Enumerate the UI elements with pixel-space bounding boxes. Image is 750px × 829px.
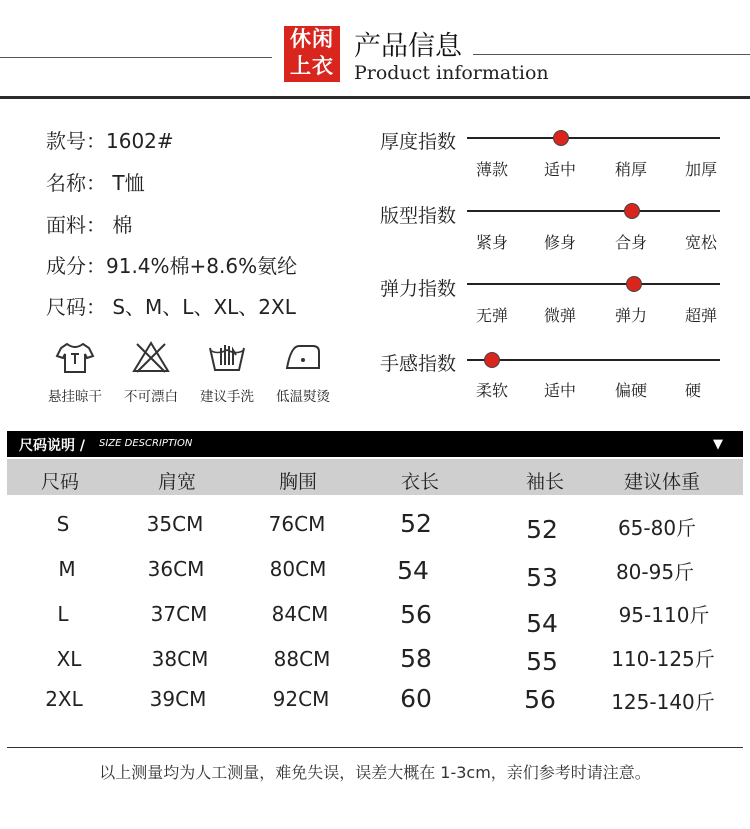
index-option: 宽松 (684, 233, 717, 252)
header-rule-right (473, 54, 750, 55)
index-track-fit (467, 210, 720, 212)
table-cell: 65-80斤 (617, 516, 697, 540)
table-cell: S (56, 512, 70, 536)
index-marker-handfeel (484, 352, 500, 368)
table-cell: XL (56, 647, 82, 671)
index-option: 微弹 (543, 306, 576, 325)
index-track-handfeel (467, 359, 720, 361)
index-marker-fit (624, 203, 640, 219)
measurement-note: 以上测量均为人工测量，难免失误，误差大概在 1-3cm，亲们参考时请注意。 (99, 763, 651, 782)
spec-label: 款号： (46, 129, 106, 153)
index-option: 无弹 (475, 306, 508, 325)
table-cell: 2XL (45, 687, 83, 711)
index-option: 合身 (614, 233, 647, 252)
low-iron-icon (283, 340, 323, 374)
page-title: 产品信息 (354, 31, 462, 62)
index-option: 紧身 (475, 233, 508, 252)
page-subtitle: Product information (354, 62, 549, 84)
table-cell: 54 (397, 556, 429, 585)
table-cell: 110-125斤 (611, 647, 715, 671)
index-title-elasticity: 弹力指数 (380, 278, 457, 300)
care-label-hand-wash: 建议手洗 (200, 389, 254, 405)
table-cell: 88CM (273, 647, 331, 671)
table-header-cell: 尺码 (40, 471, 79, 493)
spec-value: S、M、L、XL、2XL (112, 295, 296, 319)
spec-label: 成分： (46, 254, 106, 278)
care-label-hang-dry: 悬挂晾干 (48, 389, 102, 405)
care-label-low-iron: 低温熨烫 (276, 389, 330, 405)
size-section-bar (7, 431, 743, 457)
spec-value: 棉 (112, 213, 133, 237)
table-cell: 55 (526, 647, 558, 676)
index-option: 偏硬 (614, 381, 647, 400)
table-cell: 80-95斤 (615, 560, 695, 584)
index-title-fit: 版型指数 (380, 205, 457, 227)
table-cell: 84CM (271, 602, 329, 626)
spec-sizes (46, 291, 296, 320)
index-option: 弹力 (614, 306, 647, 325)
index-option: 柔软 (475, 381, 508, 400)
spec-composition (46, 250, 297, 279)
table-cell: 54 (526, 609, 558, 638)
table-cell: 56 (524, 685, 556, 714)
table-cell: 35CM (146, 512, 204, 536)
table-bottom-rule (7, 747, 743, 748)
index-option: 加厚 (684, 160, 717, 179)
no-bleach-icon (131, 340, 171, 374)
index-option: 适中 (543, 381, 576, 400)
table-cell: 36CM (147, 557, 205, 581)
spec-label: 尺码： (46, 295, 106, 319)
index-option: 超弹 (684, 306, 717, 325)
spec-value: T恤 (112, 171, 145, 195)
care-label-no-bleach: 不可漂白 (124, 389, 178, 405)
size-table-header (7, 459, 743, 495)
spec-fabric (46, 209, 132, 238)
badge-line-2: 上衣 (290, 54, 334, 78)
spec-value: 1602# (106, 129, 174, 153)
table-cell: 52 (526, 515, 558, 544)
table-header-cell: 建议体重 (623, 471, 700, 493)
table-cell: L (57, 602, 69, 626)
hand-wash-icon (207, 340, 247, 374)
spec-label: 名称： (46, 171, 106, 195)
table-header-cell: 袖长 (525, 471, 564, 493)
badge-line-1: 休闲 (290, 27, 334, 51)
table-cell: 39CM (149, 687, 207, 711)
index-track-thickness (467, 137, 720, 139)
spec-value: 91.4%棉+8.6%氨纶 (106, 254, 298, 278)
index-marker-elasticity (626, 276, 642, 292)
index-option: 稍厚 (614, 160, 647, 179)
spec-name (46, 167, 145, 196)
table-cell: 60 (400, 684, 432, 713)
table-cell: 37CM (150, 602, 208, 626)
index-option: 薄款 (475, 160, 508, 179)
table-cell: 56 (400, 600, 432, 629)
table-cell: 76CM (268, 512, 326, 536)
size-section-title: 尺码说明 / (19, 438, 85, 454)
index-option: 适中 (543, 160, 576, 179)
index-marker-thickness (553, 130, 569, 146)
spec-label: 面料： (46, 213, 106, 237)
index-title-handfeel: 手感指数 (380, 353, 457, 375)
index-track-elasticity (467, 283, 720, 285)
header-rule-left (0, 57, 272, 58)
table-header-cell: 肩宽 (157, 471, 196, 493)
table-cell: 52 (400, 509, 432, 538)
hang-dry-icon (55, 340, 95, 374)
table-header-cell: 胸围 (278, 471, 317, 493)
table-cell: 58 (400, 644, 432, 673)
index-option: 修身 (543, 233, 576, 252)
index-title-thickness: 厚度指数 (380, 131, 457, 153)
table-cell: M (58, 557, 76, 581)
table-cell: 92CM (272, 687, 330, 711)
table-cell: 38CM (151, 647, 209, 671)
size-section-subtitle: SIZE DESCRIPTION (99, 438, 193, 449)
chevron-down-icon: ▼ (713, 437, 723, 452)
table-header-cell: 衣长 (400, 471, 439, 493)
header-divider (0, 96, 750, 99)
table-cell: 125-140斤 (611, 690, 715, 714)
table-cell: 95-110斤 (618, 603, 710, 627)
table-cell: 53 (526, 563, 558, 592)
spec-style-no (46, 125, 174, 154)
table-cell: 80CM (269, 557, 327, 581)
category-badge (284, 26, 340, 82)
index-option: 硬 (684, 381, 701, 400)
